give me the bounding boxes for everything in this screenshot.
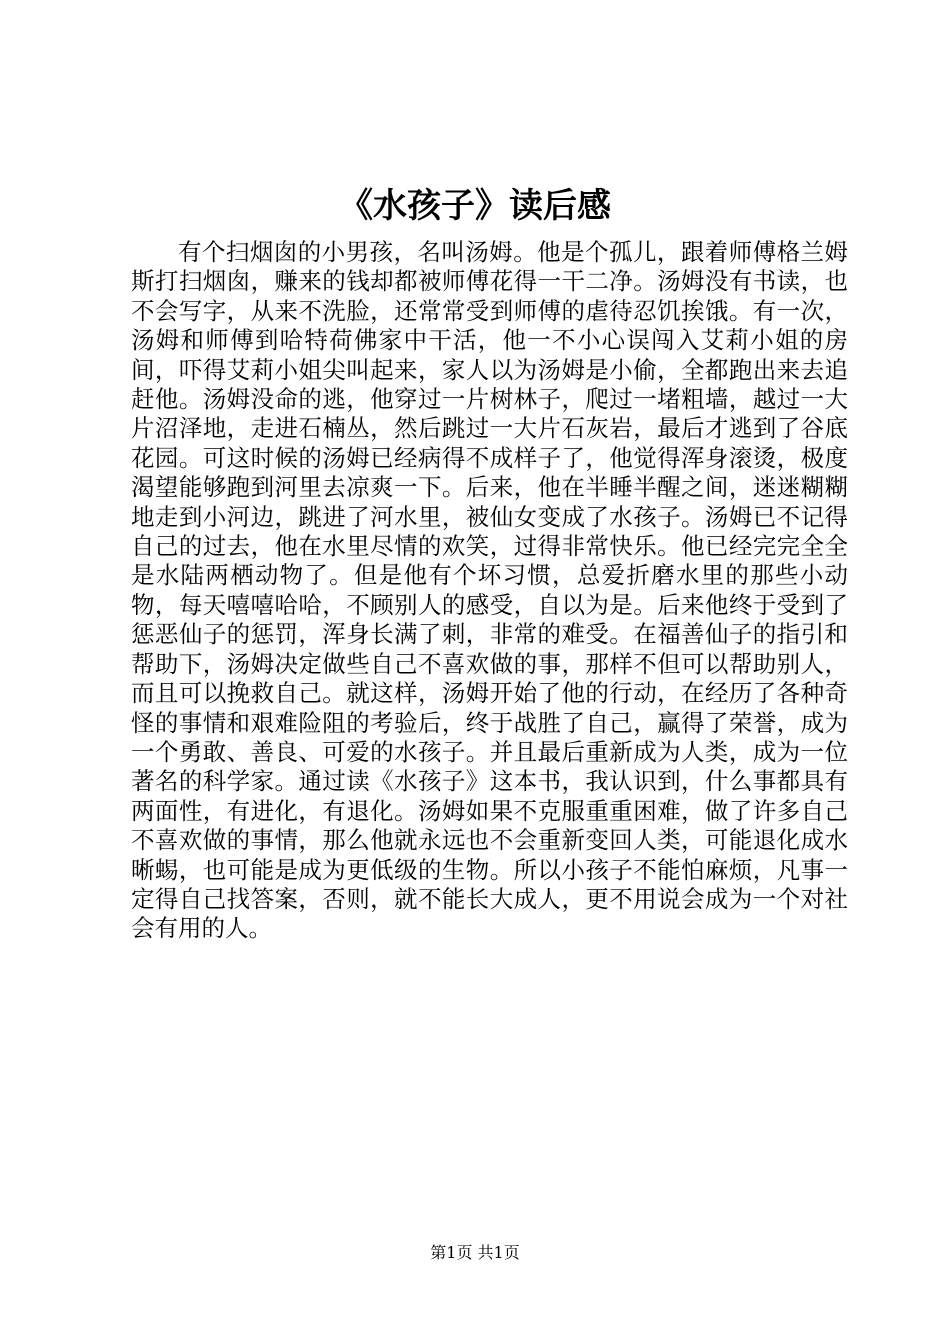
page-number: 第1页: [430, 1243, 473, 1262]
page-footer: [0, 1242, 950, 1264]
body-paragraph: 有个扫烟囱的小男孩，名叫汤姆。他是个孤儿，跟着师傅格兰姆斯打扫烟囱，赚来的钱却都被师傅花得一干二净。汤姆没有书读，也不会写字，从来不洗脸，还常常受到师傅的虐待忍饥挨饿。有一次，汤姆和师傅到哈特荷佛家中干活，他一不小心误闯入艾莉小姐的房间，吓得艾莉小姐尖叫起来，家人以为汤姆是小偷，全都跑出来去追赶他。汤姆没命的逃，他穿过一片树林子，爬过一堵粗墙，越过一大片沼泽地，走进石楠丛，然后跳过一大片石灰岩，最后才逃到了谷底花园。可这时候的汤姆已经病得不成样子了，他觉得浑身滚烫，极度渴望能够跑到河里去凉爽一下。后来，他在半睡半醒之间，迷迷糊糊地走到小河边，跳进了河水里，被仙女变成了水孩子。汤姆已不记得自己的过去，他在水里尽情的欢笑，过得非常快乐。他已经完完全全是水陆两栖动物了。但是他有个坏习惯，总爱折磨水里的那些小动物，每天嘻嘻哈哈，不顾别人的感受，自以为是。后来他终于受到了惩恶仙子的惩罚，浑身长满了刺，非常的难受。在福善仙子的指引和帮助下，汤姆决定做些自己不喜欢做的事，那样不但可以帮助别人，而且可以挽救自己。就这样，汤姆开始了他的行动，在经历了各种奇怪的事情和艰难险阻的考验后，终于战胜了自己，赢得了荣誉，成为一个勇敢、善良、可爱的水孩子。并且最后重新成为人类，成为一位著名的科学家。通过读《水孩子》这本书，我认识到，什么事都具有两面性，有进化，有退化。汤姆如果不克服重重困难，做了许多自己不喜欢做的事情，那么他就永远也不会重新变回人类，可能退化成水晰蜴，也可能是成为更低级的生物。所以小孩子不能怕麻烦，凡事一定得自己找答案，否则，就不能长大成人，更不用说会成为一个对社会有用的人。: [131, 238, 848, 943]
page-total: 共1页: [477, 1243, 520, 1262]
document-title: 《水孩子》读后感: [339, 186, 611, 226]
